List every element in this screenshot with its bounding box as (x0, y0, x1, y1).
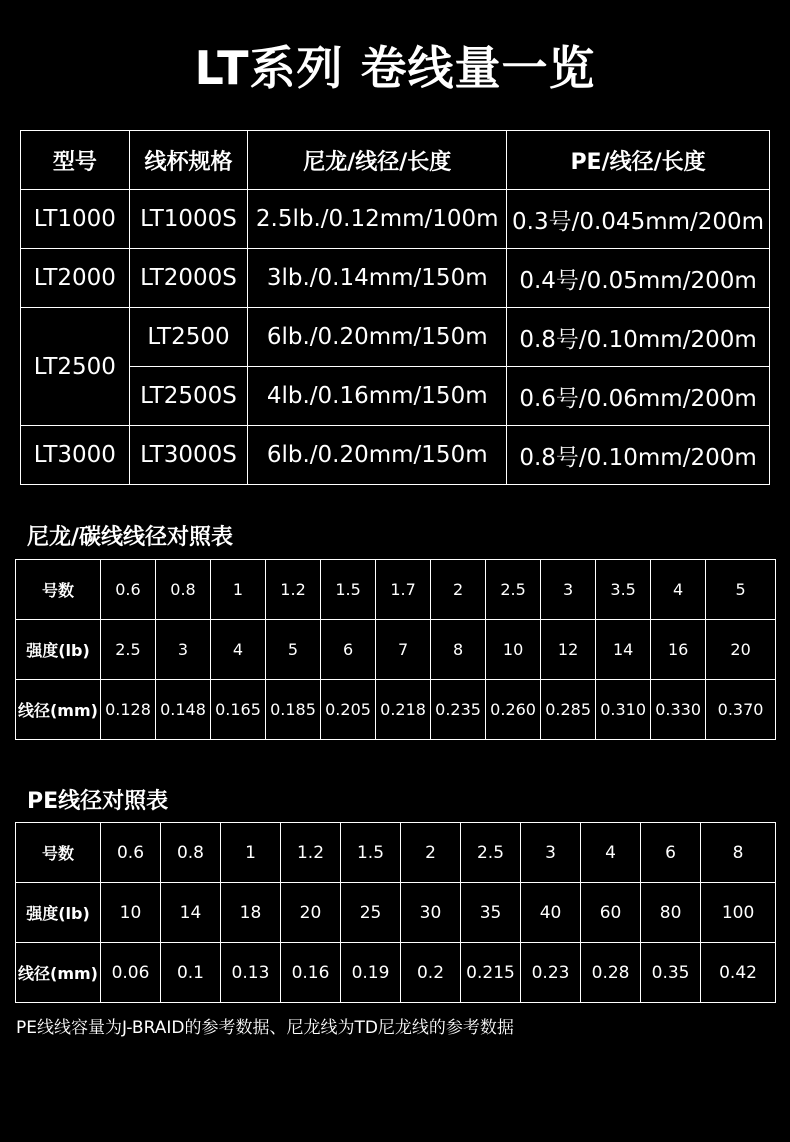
value-cell: 0.13 (220, 943, 280, 1003)
value-cell: 0.218 (376, 680, 431, 740)
value-cell: 35 (460, 883, 520, 943)
value-cell: 2.5 (100, 620, 155, 680)
value-cell: 0.148 (155, 680, 210, 740)
value-cell: 1.2 (280, 823, 340, 883)
value-cell: 0.8 (161, 823, 221, 883)
value-cell: 80 (641, 883, 701, 943)
value-cell: 0.8 (155, 560, 210, 620)
table-row (16, 823, 776, 883)
value-cell: 30 (401, 883, 461, 943)
spool-cell: LT2000S (129, 249, 248, 308)
row-header: 线径(mm) (16, 943, 101, 1003)
value-cell: 1.5 (321, 560, 376, 620)
table-row (21, 426, 770, 485)
model-cell: LT1000 (21, 190, 130, 249)
pe-table-title: PE线径对照表 (27, 789, 169, 814)
value-cell: 0.42 (701, 943, 776, 1003)
value-cell: 100 (701, 883, 776, 943)
value-cell: 18 (220, 883, 280, 943)
value-cell: 0.2 (401, 943, 461, 1003)
value-cell: 3 (521, 823, 581, 883)
value-cell: 14 (596, 620, 651, 680)
column-header: 线杯规格 (129, 131, 248, 190)
value-cell: 5 (266, 620, 321, 680)
value-cell: 10 (100, 883, 160, 943)
value-cell: 14 (161, 883, 221, 943)
value-cell: 5 (706, 560, 776, 620)
table-row (21, 190, 770, 249)
value-cell: 0.6 (100, 823, 160, 883)
value-cell: 3 (541, 560, 596, 620)
value-cell: 8 (701, 823, 776, 883)
column-header: 型号 (21, 131, 130, 190)
row-header: 号数 (16, 823, 101, 883)
model-cell: LT2000 (21, 249, 130, 308)
value-cell: 40 (521, 883, 581, 943)
model-cell: LT3000 (21, 426, 130, 485)
value-cell: 2.5 (486, 560, 541, 620)
value-cell: 0.165 (211, 680, 266, 740)
row-header: 强度(lb) (16, 883, 101, 943)
value-cell: 0.128 (100, 680, 155, 740)
value-cell: 3.5 (596, 560, 651, 620)
table-row (16, 680, 776, 740)
table-row (21, 249, 770, 308)
table-row (21, 308, 770, 367)
footnote: PE线线容量为J-BRAID的参考数据、尼龙线为TD尼龙线的参考数据 (16, 1018, 514, 1038)
value-cell: 4 (651, 560, 706, 620)
nylon-capacity-cell: 6lb./0.20mm/150m (248, 426, 507, 485)
value-cell: 0.215 (460, 943, 520, 1003)
value-cell: 2.5 (460, 823, 520, 883)
value-cell: 16 (651, 620, 706, 680)
nylon-line-reference-table (15, 559, 776, 740)
nylon-capacity-cell: 6lb./0.20mm/150m (248, 308, 507, 367)
spool-cell: LT2500 (129, 308, 248, 367)
pe-line-reference-table (15, 822, 776, 1003)
row-header: 强度(lb) (16, 620, 101, 680)
pe-capacity-cell: 0.8号/0.10mm/200m (507, 426, 770, 485)
nylon-capacity-cell: 2.5lb./0.12mm/100m (248, 190, 507, 249)
value-cell: 0.205 (321, 680, 376, 740)
value-cell: 0.260 (486, 680, 541, 740)
table-row (16, 620, 776, 680)
value-cell: 0.235 (431, 680, 486, 740)
row-header: 线径(mm) (16, 680, 101, 740)
value-cell: 20 (280, 883, 340, 943)
value-cell: 1 (211, 560, 266, 620)
table-row (16, 943, 776, 1003)
value-cell: 4 (581, 823, 641, 883)
nylon-capacity-cell: 4lb./0.16mm/150m (248, 367, 507, 426)
spool-cell: LT2500S (129, 367, 248, 426)
value-cell: 0.06 (100, 943, 160, 1003)
table-row (21, 367, 770, 426)
value-cell: 0.1 (161, 943, 221, 1003)
value-cell: 1.2 (266, 560, 321, 620)
value-cell: 0.185 (266, 680, 321, 740)
model-cell: LT2500 (21, 308, 130, 426)
value-cell: 0.19 (341, 943, 401, 1003)
value-cell: 0.310 (596, 680, 651, 740)
value-cell: 0.330 (651, 680, 706, 740)
pe-capacity-cell: 0.8号/0.10mm/200m (507, 308, 770, 367)
value-cell: 1.7 (376, 560, 431, 620)
value-cell: 60 (581, 883, 641, 943)
value-cell: 0.16 (280, 943, 340, 1003)
table-header-row (21, 131, 770, 190)
value-cell: 12 (541, 620, 596, 680)
value-cell: 8 (431, 620, 486, 680)
value-cell: 3 (155, 620, 210, 680)
value-cell: 0.285 (541, 680, 596, 740)
table-row (16, 560, 776, 620)
value-cell: 4 (211, 620, 266, 680)
column-header: 尼龙/线径/长度 (248, 131, 507, 190)
value-cell: 1 (220, 823, 280, 883)
spool-cell: LT1000S (129, 190, 248, 249)
table-row (16, 883, 776, 943)
value-cell: 0.35 (641, 943, 701, 1003)
value-cell: 20 (706, 620, 776, 680)
line-capacity-table (20, 130, 770, 485)
value-cell: 0.370 (706, 680, 776, 740)
nylon-capacity-cell: 3lb./0.14mm/150m (248, 249, 507, 308)
value-cell: 7 (376, 620, 431, 680)
value-cell: 2 (431, 560, 486, 620)
value-cell: 6 (641, 823, 701, 883)
pe-capacity-cell: 0.3号/0.045mm/200m (507, 190, 770, 249)
pe-capacity-cell: 0.4号/0.05mm/200m (507, 249, 770, 308)
spool-cell: LT3000S (129, 426, 248, 485)
value-cell: 1.5 (341, 823, 401, 883)
value-cell: 0.23 (521, 943, 581, 1003)
value-cell: 0.28 (581, 943, 641, 1003)
value-cell: 10 (486, 620, 541, 680)
value-cell: 25 (341, 883, 401, 943)
value-cell: 0.6 (100, 560, 155, 620)
pe-capacity-cell: 0.6号/0.06mm/200m (507, 367, 770, 426)
row-header: 号数 (16, 560, 101, 620)
value-cell: 6 (321, 620, 376, 680)
column-header: PE/线径/长度 (507, 131, 770, 190)
nylon-table-title: 尼龙/碳线线径对照表 (27, 525, 234, 550)
page-title: LT系列 卷线量一览 (194, 41, 596, 95)
value-cell: 2 (401, 823, 461, 883)
